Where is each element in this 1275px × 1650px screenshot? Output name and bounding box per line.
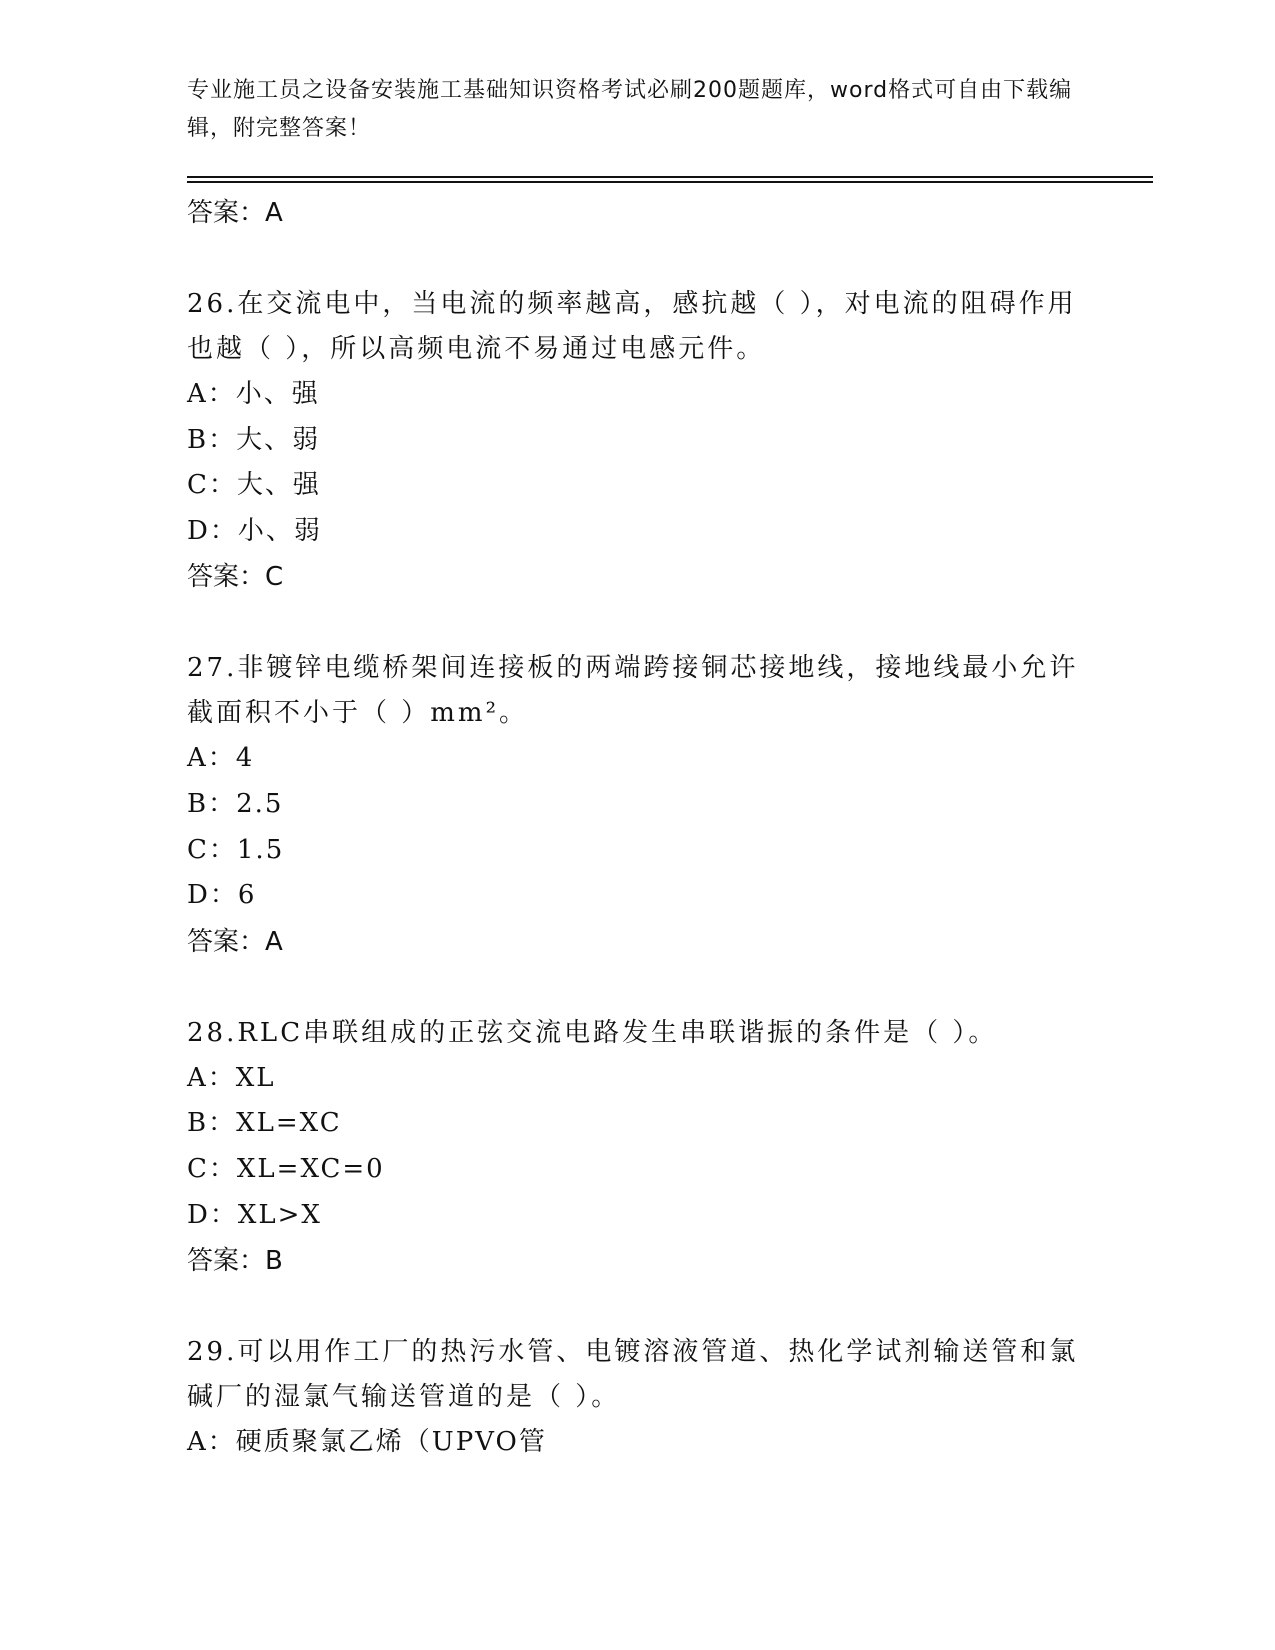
answer-line: 答案：A xyxy=(187,926,283,957)
header-divider-bottom xyxy=(187,181,1153,183)
option-b: B：2.5 xyxy=(187,788,284,819)
answer-line: 答案：B xyxy=(187,1246,283,1277)
option-a: A：小、强 xyxy=(187,379,320,409)
question-item xyxy=(187,646,1087,964)
question-text: 28.RLC串联组成的正弦交流电路发生串联谐振的条件是（ ）。 xyxy=(187,1017,998,1048)
option-a: A：4 xyxy=(187,743,255,774)
option-d: D：XL>X xyxy=(187,1199,322,1230)
option-d: D：小、弱 xyxy=(187,515,322,546)
option-d: D：6 xyxy=(187,880,257,911)
option-c: C：1.5 xyxy=(187,834,285,865)
question-text: 26.在交流电中，当电流的频率越高，感抗越（ ），对电流的阻碍作用也越（ ），所以高频电流不易通过电感元件。 xyxy=(187,289,1077,364)
option-c: C：大、强 xyxy=(187,470,321,501)
question-text: 27.非镀锌电缆桥架间连接板的两端跨接铜芯接地线，接地线最小允许截面积不小于（ ）mm²。 xyxy=(187,653,1079,729)
question-item xyxy=(187,1330,1087,1466)
option-b: B：XL=XC xyxy=(187,1108,342,1139)
option-a: A：硬质聚氯乙烯（UPVO管 xyxy=(187,1427,547,1458)
option-a: A：XL xyxy=(187,1062,276,1093)
answer-line: 答案：A xyxy=(187,198,283,228)
option-c: C：XL=XC=0 xyxy=(187,1153,385,1184)
answer-line: 答案：C xyxy=(187,562,284,593)
document-header: 专业施工员之设备安装施工基础知识资格考试必刷200题题库，word格式可自由下载编辑，附完整答案！ xyxy=(187,78,1073,141)
question-text: 29.可以用作工厂的热污水管、电镀溶液管道、热化学试剂输送管和氯碱厂的湿氯气输送管道的是（ ）。 xyxy=(187,1337,1079,1413)
header-divider-top xyxy=(187,176,1153,178)
question-list xyxy=(187,190,1087,1466)
question-item xyxy=(187,1011,1087,1284)
question-item xyxy=(187,282,1087,600)
option-b: B：大、弱 xyxy=(187,424,321,455)
